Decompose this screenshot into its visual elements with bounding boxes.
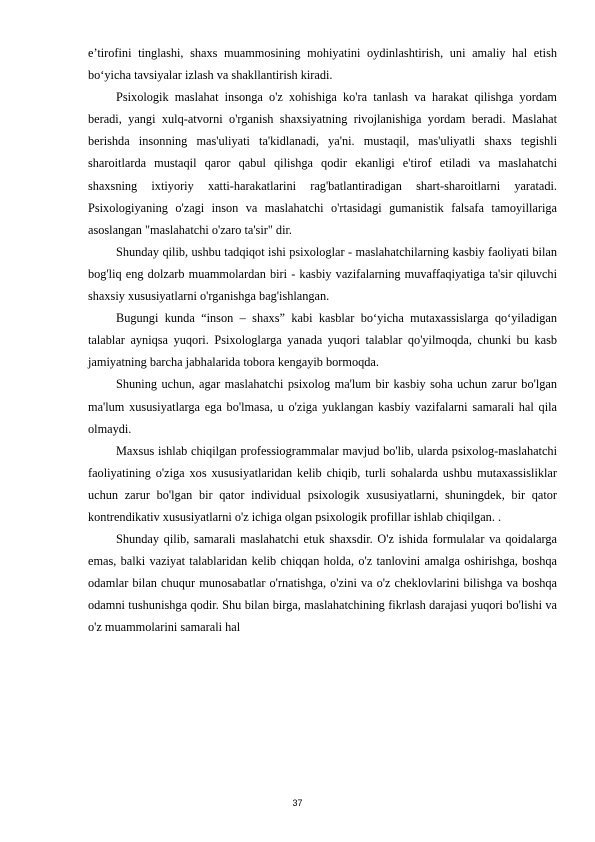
paragraph: Psixologik maslahat insonga o'z xohishiga ko'ra tanlash va harakat qilishga yordam beradi, yangi xulq-atvorni o'rganish shaxsiyatning rivojlanishiga yordam beradi. Maslahat berishda insonning mas'uliyati ta'kidlanadi, ya'ni. mustaqil, mas'uliyatli shaxs tegishli sharoitlarda mustaqil qaror qabul qilishga qodir ekanligi e'tirof etiladi va maslahatchi shaxsning ixtiyoriy xatti-harakatlarini rag'batlantiradigan shart-sharoitlarni yaratadi. Psixologiyaning o'zagi inson va maslahatchi o'rtasidagi gumanistik falsafa tamoyillariga asoslangan "maslahatchi o'zaro ta'sir" dir. <box>88 90 557 237</box>
paragraph: Shunday qilib, samarali maslahatchi etuk shaxsdir. O'z ishida formulalar va qoidalarga emas, balki vaziyat talablaridan kelib chiqqan holda, o'z tanlovini amalga oshirishga, boshqa odamlar bilan chuqur munosabatlar o'rnatishga, o'zini va o'z cheklovlarini bilishga va boshqa odamni tushunishga qodir. Shu bilan birga, maslahatchining fikrlash darajasi yuqori bo'lishi va o'z muammolarini samarali hal <box>88 532 557 635</box>
page-number: 37 <box>292 798 303 808</box>
paragraph: Shuning uchun, agar maslahatchi psixolog ma'lum bir kasbiy soha uchun zarur bo'lgan ma'lum xususiyatlarga ega bo'lmasa, u o'ziga yuklangan kasbiy vazifalarni samarali hal qila olmaydi. <box>88 377 557 436</box>
paragraph: e’tirofini tinglashi, shaxs muammosining mohiyatini oydinlashtirish, uni amaliy hal etish bo‘yicha tavsiyalar izlash va shakllantirish kiradi. <box>88 46 557 83</box>
paragraph: Maxsus ishlab chiqilgan professiogrammalar mavjud bo'lib, ularda psixolog-maslahatchi faoliyatining o'ziga xos xususiyatlaridan kelib chiqib, turli sohalarda ushbu mutaxassisliklar uchun zarur bo'lgan bir qator individual psixologik xususiyatlarni, shuningdek, bir qator kontrendikativ xususiyatlarni o'z ichiga olgan psixologik profillar ishlab chiqilgan. . <box>88 443 557 524</box>
body-text <box>88 42 557 639</box>
paragraph: Bugungi kunda “inson – shaxs” kabi kasblar bo‘yicha mutaxassislarga qo‘yiladigan talablar ayniqsa yuqori. Psixologlarga yanada yuqori talablar qo'yilmoqda, chunki bu kasb jamiyatning barcha jabhalarida tobora kengayib bormoqda. <box>88 311 557 370</box>
paragraph: Shunday qilib, ushbu tadqiqot ishi psixologlar - maslahatchilarning kasbiy faoliyati bilan bog'liq eng dolzarb muammolardan biri - kasbiy vazifalarning muvaffaqiyatiga ta'sir qiluvchi shaxsiy xususiyatlarni o'rganishga bag'ishlangan. <box>88 244 557 304</box>
